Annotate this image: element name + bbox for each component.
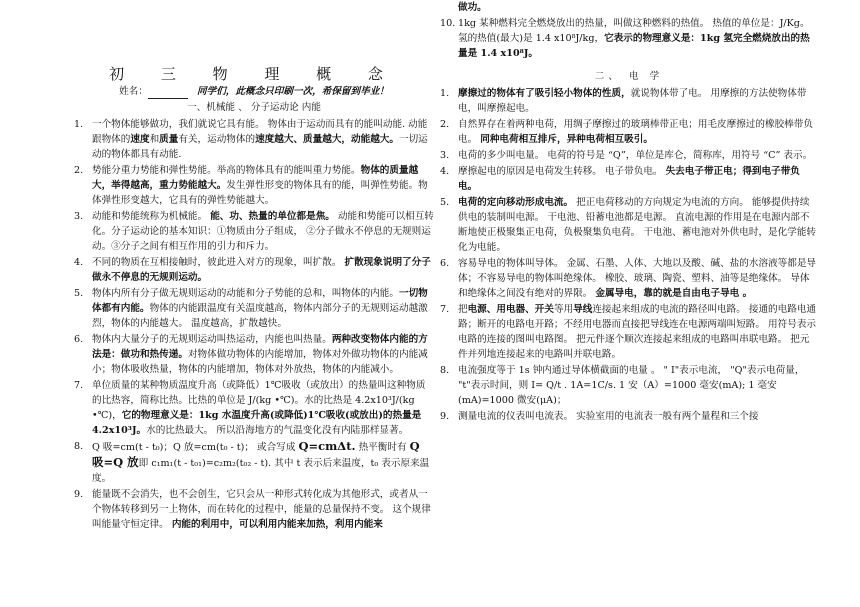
item-text: [458, 164, 818, 194]
item-number: 6.: [440, 258, 450, 269]
list-item: [440, 363, 818, 408]
emphasis-text: 导线: [573, 304, 593, 315]
item-number: 7.: [74, 380, 84, 391]
list-item: [440, 148, 818, 163]
body-text: 物体内大量分子的无规则运动叫热运动，内能也叫热量。: [92, 334, 332, 345]
item-number: 6.: [74, 334, 84, 345]
right-column: [440, 0, 818, 425]
list-item: [440, 256, 818, 301]
body-text: 动能和势能统称为机械能。: [92, 211, 211, 222]
item-number: 8.: [440, 365, 450, 376]
item-text: [92, 209, 434, 254]
emphasis-text: 同种电荷相互排斥，异种电荷相互吸引。: [480, 134, 653, 145]
item-text: [458, 16, 818, 61]
body-text: 有关，运动物体的: [178, 134, 256, 145]
emphasis-text: Q=cmΔt.: [298, 439, 356, 453]
emphasis-text: 一切物体都有内能。: [92, 288, 428, 314]
body-text: 一切运动的物体都具有动能.: [92, 134, 428, 160]
item-number: 3.: [440, 150, 450, 161]
item-text: [458, 302, 818, 362]
item-number: 4.: [440, 166, 450, 177]
item-number: 1.: [74, 119, 84, 130]
body-text: 等用: [553, 304, 574, 315]
list-item: [440, 117, 818, 147]
list-item: [74, 286, 434, 331]
list-item: [440, 86, 818, 116]
item-text: [92, 286, 434, 331]
list-item: [440, 302, 818, 362]
item-number: [440, 0, 458, 15]
body-text: 即 c₁m₁(t - t₀₁)=c₂m₂(t₀₂ - t). 其中 t 表示后来温度，t₀ 表示原来温度。: [92, 458, 430, 484]
body-text: 和: [149, 134, 160, 145]
body-text: 容易导电的物体叫导体。 金属、石墨、人体、大地以及酸、碱、盐的水溶液等都是导体；不容易导电的物体叫绝缘体。 橡胶、玻璃、陶瓷、塑料、油等是绝缘体。 导体和绝缘体之间没有绝对的界限。: [458, 258, 817, 299]
body-text: 电流强度等于 1s 钟内通过导体横截面的电量 。 " I"表示电流， "Q"表示电荷量， "t"表示时间，则 I= Q/t . 1A=1C/s. 1 安（A）=1000 毫安(mA); 1 毫安(mA)=1000 微安(μA)；: [458, 365, 805, 406]
item-number: 5.: [74, 288, 84, 299]
item-text: [458, 148, 818, 163]
body-text: 物体的内能跟温度有关温度越高，物体内部分子的无规则运动越激烈，物体的内能越大。 温度越高，扩散越快。: [92, 303, 428, 329]
list-item: [74, 487, 434, 532]
emphasis-text: 它表示的物理意义是：1kg 氢完全燃烧放出的热量是 1.4 x10⁸J。: [458, 33, 810, 59]
list-item: [440, 409, 818, 424]
name-blank: [148, 87, 188, 99]
body-text: 物体内所有分子做无规则运动的动能和分子势能的总和，叫物体的内能。: [92, 288, 399, 299]
item-number: 3.: [74, 211, 84, 222]
emphasis-text: 速度: [130, 134, 150, 145]
page-title: 初 三 物 理 概 念: [109, 65, 399, 83]
item-number: 4.: [74, 257, 84, 268]
section-heading-electricity: 二、 电 学: [594, 71, 664, 82]
item-number: 2.: [440, 119, 450, 130]
left-item-list: [74, 117, 434, 532]
item-number: 9.: [440, 411, 450, 422]
body-text: 把正电荷移动的方向规定为电流的方向。 能够提供持续供电的装制叫电源。 干电池、铅蓄电池都是电源。 直流电源的作用是在电源内部不断地使正极聚集正电荷，负极聚集负电荷。 干电池、蓄电池对外供电时，是化学能转化为电能。: [458, 197, 817, 253]
emphasis-text: 速度越大、质量越大，动能越大。: [255, 134, 399, 145]
body-text: 势能分重力势能和弹性势能。举高的物体具有的能叫重力势能。: [92, 165, 361, 176]
item-number: 9.: [74, 489, 84, 500]
left-column: [74, 0, 434, 533]
body-text: 测量电流的仪表叫电流表。 实验室用的电流表一般有两个量程和三个接: [458, 411, 759, 422]
item-text: [458, 195, 818, 255]
section-heading-mechanics: 一、机械能 、 分子运动论 内能: [187, 102, 321, 113]
emphasis-text: 两种改变物体内能的方法是：做功和热传递。: [92, 334, 428, 360]
body-text: 电荷的多少叫电量。 电荷的符号是 “Q”，单位是库仑，简称库，用符号 “C” 表示。: [458, 150, 813, 161]
name-label: 姓名：: [119, 86, 148, 97]
body-text: 热平衡时有: [355, 442, 410, 453]
item-number: 7.: [440, 304, 450, 315]
body-text: 能量既不会消失，也不会创生，它只会从一种形式转化成为其他形式，或者从一个物体转移到另一上物体，而在转化的过程中，能量的总量保持不变。 这个规律叫能量守恒定律。: [92, 489, 431, 530]
body-text: 一个物体能够做功，我们就说它具有能。 物体由于运动而具有的能叫动能. 动能跟物体的: [92, 119, 428, 145]
body-text: 摩擦起电的原因是电荷发生转移。 电子带负电。: [458, 166, 666, 177]
item-text: [458, 363, 818, 408]
emphasis-text: 电荷的定向移动形成电流。: [458, 197, 574, 208]
list-item: [74, 332, 434, 377]
emphasis-text: 做功。: [458, 2, 487, 13]
emphasis-text: Q 吸=Q 放: [92, 439, 420, 469]
item-number: 10.: [440, 18, 456, 29]
body-text: 动能和势能可以相互转化。分子运动论的基本知识：①物质由分子组成， ②分子做永不停息的无规则运动。③分子之间有相互作用的引力和斥力。: [92, 211, 434, 252]
motto: 同学们，此概念只印刷一次，希保留到毕业！: [197, 86, 389, 97]
list-item: [74, 439, 434, 486]
item-text: [458, 409, 818, 424]
body-text: 把: [458, 304, 468, 315]
body-text: 对物体做功物体的内能增加，物体对外做功物体的内能减小；物体吸收热量，物体的内能增加，物体对外放热，物体的内能减小。: [92, 349, 428, 375]
emphasis-text: 摩擦过的物体有了吸引轻小物体的性质，: [458, 88, 631, 99]
emphasis-text: 能、功、热量的单位都是焦。: [210, 211, 335, 222]
right-item-list-electricity: [440, 86, 818, 424]
body-text: 自然界存在着两种电荷，用绸子摩擦过的玻璃棒带正电；用毛皮摩擦过的橡胶棒带负电。: [458, 119, 813, 145]
item-text: [92, 255, 434, 285]
right-item-list-top: [440, 0, 818, 61]
emphasis-text: 失去电子带正电；得到电子带负电。: [458, 166, 800, 192]
body-text: 就说物体带了电。 用摩擦的方法使物体带电，叫摩擦起电。: [458, 88, 807, 114]
list-item: [440, 195, 818, 255]
item-text: [92, 332, 434, 377]
body-text: 连接起来组成的电流的路径叫电路。 接通的电路电通路；断开的电路电开路；不经用电器而直接把导线连在电源两端叫短路。 用符号表示电路的连接的图叫电路图。 把元件逐个顺次连接起来组成的电路叫串联电路。 把元件并列地连接起来的电路叫并联电路。: [458, 304, 817, 360]
item-text: [92, 117, 434, 162]
emphasis-text: 物体的质量越大，举得越高，重力势能越大。: [92, 165, 419, 191]
item-text: [458, 86, 818, 116]
item-text: [92, 439, 434, 486]
item-number: 1.: [440, 88, 450, 99]
emphasis-text: 它的物理意义是：1kg 水温度升高(或降低)1℃吸收(或放出)的热量是 4.2x10³J。: [92, 410, 422, 436]
emphasis-text: 金属导电，靠的就是自由电子导电 。: [595, 288, 753, 299]
item-number: 5.: [440, 197, 450, 208]
body-text: 单位质量的某种物质温度升高（或降低）1℃吸收（或放出）的热量叫这种物质的比热容，简称比热。比热的单位是 J/(kg •℃)。水的比热是 4.2x10³J/(kg •℃)，: [92, 380, 426, 421]
list-item: [74, 378, 434, 438]
body-text: 发生弹性形变的物体具有的能，叫弹性势能。物体弹性形变越大，它具有的弹性势能越大。: [92, 180, 428, 206]
item-text: [458, 256, 818, 301]
name-line: [74, 84, 434, 99]
list-item: [440, 164, 818, 194]
item-text: [92, 163, 434, 208]
body-text: Q 吸=cm(t - t₀)；Q 放=cm(t₀ - t)； 或合写成: [92, 442, 299, 453]
list-item: [440, 16, 818, 61]
emphasis-text: 扩散现象说明了分子做永不停息的无规则运动。: [92, 257, 431, 283]
emphasis-text: 电源、用电器、开关: [467, 304, 554, 315]
list-item: [440, 0, 818, 15]
body-text: 水的比热最大。 所以沿海地方的气温变化没有内陆那样显著。: [146, 425, 409, 436]
item-text: [458, 0, 818, 15]
list-item: [74, 163, 434, 208]
list-item: [74, 209, 434, 254]
emphasis-text: 内能的利用中，可以利用内能来加热，利用内能来: [171, 519, 383, 530]
item-number: 2.: [74, 165, 84, 176]
emphasis-text: 质量: [159, 134, 179, 145]
list-item: [74, 117, 434, 162]
item-text: [92, 378, 434, 438]
item-number: 8.: [74, 441, 84, 452]
body-text: 不同的物质在互相接触时，彼此进入对方的现象，叫扩散。: [92, 257, 345, 268]
item-text: [458, 117, 818, 147]
body-text: 1kg 某种燃料完全燃烧放出的热量，叫做这种燃料的热值。 热值的单位是：J/Kg。 氢的热值(最大)是 1.4 x10⁸J/kg，: [458, 18, 810, 44]
list-item: [74, 255, 434, 285]
item-text: [92, 487, 434, 532]
